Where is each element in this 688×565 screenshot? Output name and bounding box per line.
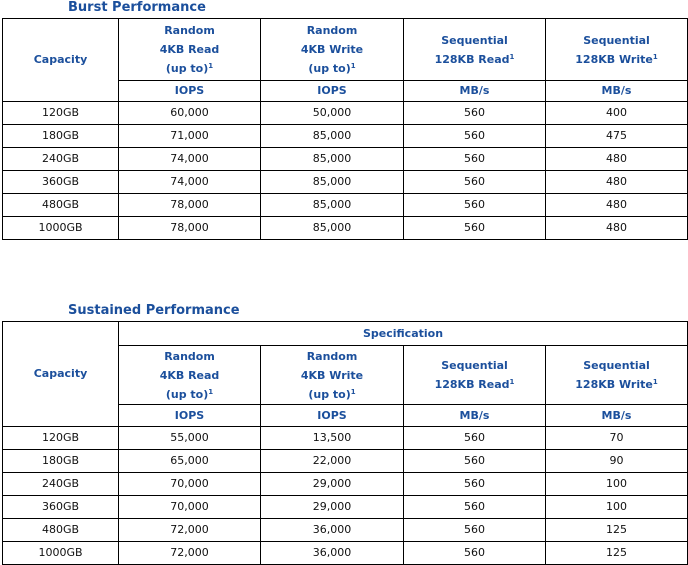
value-cell: 36,000 <box>261 519 404 542</box>
capacity-cell: 180GB <box>3 125 119 148</box>
value-cell: 70,000 <box>119 473 261 496</box>
unit-cell: IOPS <box>261 81 404 102</box>
unit-cell: IOPS <box>261 405 404 427</box>
value-cell: 560 <box>404 519 546 542</box>
value-cell: 85,000 <box>261 194 404 217</box>
capacity-cell: 480GB <box>3 519 119 542</box>
table-row <box>3 427 688 450</box>
table-row <box>3 450 688 473</box>
value-cell: 85,000 <box>261 125 404 148</box>
unit-cell: MB/s <box>404 405 546 427</box>
capacity-cell: 480GB <box>3 194 119 217</box>
sustained-section-title: Sustained Performance <box>68 303 240 318</box>
capacity-cell: 240GB <box>3 473 119 496</box>
random-4kb-read-header: Random 4KB Read (up to)$^1$ <box>119 19 261 81</box>
capacity-cell: 1000GB <box>3 217 119 240</box>
random-4kb-write-header: Random 4KB Write (up to)$^1$ <box>261 19 404 81</box>
value-cell: 480 <box>546 217 688 240</box>
capacity-cell: 240GB <box>3 148 119 171</box>
value-cell: 560 <box>404 496 546 519</box>
value-cell: 71,000 <box>119 125 261 148</box>
value-cell: 70 <box>546 427 688 450</box>
value-cell: 125 <box>546 519 688 542</box>
capacity-cell: 120GB <box>3 427 119 450</box>
unit-cell: MB/s <box>404 81 546 102</box>
value-cell: 560 <box>404 542 546 565</box>
table-row <box>3 473 688 496</box>
value-cell: 400 <box>546 102 688 125</box>
value-cell: 480 <box>546 148 688 171</box>
value-cell: 560 <box>404 450 546 473</box>
value-cell: 85,000 <box>261 171 404 194</box>
capacity-cell: 180GB <box>3 450 119 473</box>
table-row <box>3 217 688 240</box>
value-cell: 55,000 <box>119 427 261 450</box>
value-cell: 60,000 <box>119 102 261 125</box>
value-cell: 560 <box>404 427 546 450</box>
table-row <box>3 542 688 565</box>
sequential-128kb-read-header: Sequential 128KB Read$^1$ <box>404 19 546 81</box>
value-cell: 85,000 <box>261 217 404 240</box>
unit-cell: MB/s <box>546 81 688 102</box>
sequential-128kb-write-header: Sequential 128KB Write$^1$ <box>546 346 688 405</box>
value-cell: 475 <box>546 125 688 148</box>
value-cell: 85,000 <box>261 148 404 171</box>
value-cell: 29,000 <box>261 473 404 496</box>
value-cell: 560 <box>404 125 546 148</box>
unit-cell: IOPS <box>119 405 261 427</box>
random-4kb-read-header: Random 4KB Read (up to)$^1$ <box>119 346 261 405</box>
value-cell: 22,000 <box>261 450 404 473</box>
table-row <box>3 125 688 148</box>
unit-cell: MB/s <box>546 405 688 427</box>
capacity-header: Capacity <box>3 322 119 427</box>
value-cell: 100 <box>546 473 688 496</box>
value-cell: 50,000 <box>261 102 404 125</box>
capacity-cell: 360GB <box>3 496 119 519</box>
value-cell: 90 <box>546 450 688 473</box>
value-cell: 78,000 <box>119 217 261 240</box>
value-cell: 560 <box>404 102 546 125</box>
value-cell: 72,000 <box>119 519 261 542</box>
value-cell: 72,000 <box>119 542 261 565</box>
sustained-group-row <box>3 322 688 346</box>
value-cell: 13,500 <box>261 427 404 450</box>
value-cell: 70,000 <box>119 496 261 519</box>
capacity-cell: 360GB <box>3 171 119 194</box>
sequential-128kb-read-header: Sequential 128KB Read$^1$ <box>404 346 546 405</box>
specification-header: Specification <box>119 322 688 346</box>
capacity-header: Capacity <box>3 19 119 102</box>
value-cell: 125 <box>546 542 688 565</box>
table-row <box>3 171 688 194</box>
random-4kb-write-header: Random 4KB Write (up to)$^1$ <box>261 346 404 405</box>
value-cell: 78,000 <box>119 194 261 217</box>
value-cell: 560 <box>404 473 546 496</box>
value-cell: 74,000 <box>119 171 261 194</box>
burst-section-title: Burst Performance <box>68 0 206 15</box>
value-cell: 36,000 <box>261 542 404 565</box>
table-row <box>3 496 688 519</box>
unit-cell: IOPS <box>119 81 261 102</box>
table-row <box>3 148 688 171</box>
table-row <box>3 519 688 542</box>
value-cell: 560 <box>404 194 546 217</box>
sequential-128kb-write-header: Sequential 128KB Write$^1$ <box>546 19 688 81</box>
sustained-performance-table <box>2 321 688 565</box>
value-cell: 29,000 <box>261 496 404 519</box>
value-cell: 100 <box>546 496 688 519</box>
table-row <box>3 194 688 217</box>
value-cell: 560 <box>404 171 546 194</box>
value-cell: 560 <box>404 217 546 240</box>
capacity-cell: 120GB <box>3 102 119 125</box>
burst-performance-table <box>2 18 688 240</box>
value-cell: 480 <box>546 171 688 194</box>
value-cell: 74,000 <box>119 148 261 171</box>
value-cell: 480 <box>546 194 688 217</box>
burst-header-row <box>3 19 688 81</box>
table-row <box>3 102 688 125</box>
capacity-cell: 1000GB <box>3 542 119 565</box>
value-cell: 65,000 <box>119 450 261 473</box>
value-cell: 560 <box>404 148 546 171</box>
